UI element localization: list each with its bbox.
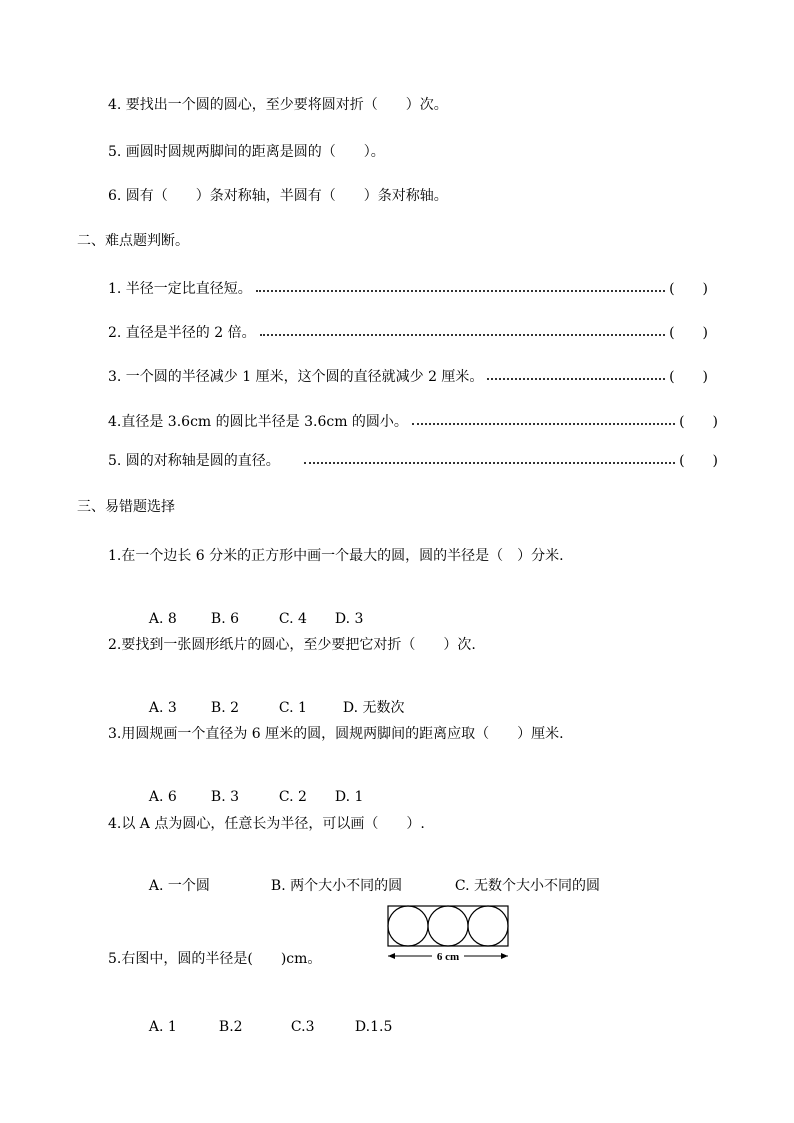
judge-item-text: 4.直径是 3.6cm 的圆比半径是 3.6cm 的圆小。 (108, 414, 408, 430)
leader-dots (412, 423, 675, 425)
answer-blank: ( ) (669, 369, 708, 385)
answer-blank: ( ) (669, 325, 708, 341)
leader-dots (260, 334, 665, 336)
option-a: A. 3 (148, 700, 177, 716)
choice-options-2 (140, 681, 405, 717)
option-a: A. 1 (148, 1019, 177, 1035)
leader-dots (256, 290, 665, 292)
answer-blank: ( ) (669, 281, 708, 297)
option-c: C. 无数个大小不同的圆 (454, 878, 601, 894)
option-c: C. 1 (278, 700, 307, 716)
option-d: D. 1 (334, 789, 364, 805)
question-fill-4: 4. 要找出一个圆的圆心，至少要将圆对折（ ）次。 (108, 97, 448, 113)
choice-question-3: 3.用圆规画一个直径为 6 厘米的圆，圆规两脚间的距离应取（ ）厘米. (108, 726, 564, 742)
option-d: D. 3 (334, 611, 364, 627)
choice-options-5 (140, 1000, 392, 1036)
choice-question-4: 4.以 A 点为圆心，任意长为半径，可以画（ ）. (108, 816, 425, 832)
judge-item-text: 5. 圆的对称轴是圆的直径。 (108, 453, 280, 469)
option-a: A. 6 (148, 789, 177, 805)
option-b: B. 3 (210, 789, 240, 805)
option-a: A. 8 (148, 611, 177, 627)
question-fill-5: 5. 画圆时圆规两脚间的距离是圆的（ ）。 (108, 144, 385, 160)
option-b: B. 两个大小不同的圆 (270, 878, 403, 894)
option-b: B.2 (218, 1019, 243, 1035)
section-heading-choice: 三、易错题选择 (77, 499, 175, 515)
answer-blank: ( ) (679, 453, 718, 469)
judge-item-1 (108, 280, 708, 298)
leader-dots (487, 378, 665, 380)
judge-item-2 (108, 324, 708, 342)
figure-dimension-label: 6 cm (436, 951, 460, 963)
question-fill-6: 6. 圆有（ ）条对称轴，半圆有（ ）条对称轴。 (108, 188, 448, 204)
circle-right (468, 906, 508, 946)
choice-options-3 (140, 770, 363, 806)
option-b: B. 6 (210, 611, 240, 627)
circle-left (388, 906, 428, 946)
option-c: C. 2 (278, 789, 307, 805)
judge-item-5 (108, 452, 718, 470)
option-d: D. 无数次 (342, 700, 405, 716)
option-d: D.1.5 (354, 1019, 393, 1035)
choice-question-1: 1.在一个边长 6 分米的正方形中画一个最大的圆，圆的半径是（ ）分米. (108, 548, 564, 564)
judge-item-text: 2. 直径是半径的 2 倍。 (108, 325, 256, 341)
three-circles-figure (384, 904, 514, 966)
answer-blank: ( ) (679, 414, 718, 430)
circle-middle (428, 906, 468, 946)
option-a: A. 一个圆 (148, 878, 210, 894)
option-c: C.3 (290, 1019, 315, 1035)
option-c: C. 4 (278, 611, 307, 627)
choice-options-1 (140, 592, 363, 628)
judge-item-4 (108, 413, 718, 431)
judge-item-3 (108, 368, 708, 386)
choice-question-2: 2.要找到一张圆形纸片的圆心，至少要把它对折（ ）次. (108, 637, 476, 653)
choice-question-5: 5.右图中，圆的半径是( )cm。 (108, 951, 322, 967)
leader-dots (304, 462, 675, 464)
choice-options-4 (140, 859, 600, 895)
option-b: B. 2 (210, 700, 240, 716)
section-heading-judgement: 二、难点题判断。 (77, 233, 189, 249)
judge-item-text: 3. 一个圆的半径减少 1 厘米，这个圆的直径就减少 2 厘米。 (108, 369, 484, 385)
judge-item-text: 1. 半径一定比直径短。 (108, 281, 252, 297)
